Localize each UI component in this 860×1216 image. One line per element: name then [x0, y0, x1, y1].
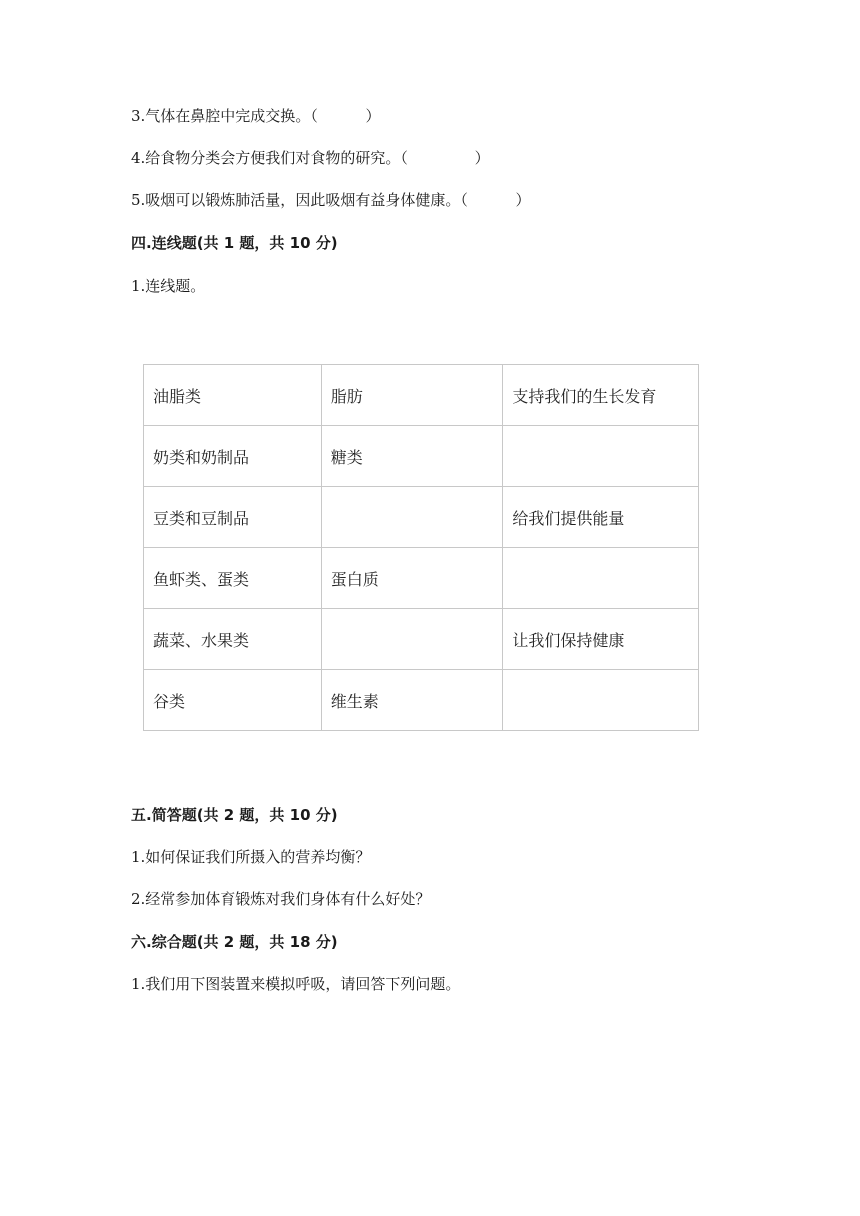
- table-cell: 脂肪: [321, 365, 503, 426]
- table-cell: 蛋白质: [321, 548, 503, 609]
- comprehensive-question-1: 1.我们用下图装置来模拟呼吸，请回答下列问题。: [131, 975, 461, 993]
- table-cell: [321, 487, 503, 548]
- table-row: [144, 426, 699, 487]
- table-cell: 糖类: [321, 426, 503, 487]
- matching-question: 1.连线题。: [131, 277, 206, 295]
- section-heading-short-answer: 五.简答题(共 2 题，共 10 分): [131, 806, 338, 824]
- table-cell: [321, 609, 503, 670]
- table-cell: 蔬菜、水果类: [144, 609, 322, 670]
- table-cell: [503, 670, 699, 731]
- table-cell: 谷类: [144, 670, 322, 731]
- tf-question-5: 5.吸烟可以锻炼肺活量，因此吸烟有益身体健康。（ ）: [131, 191, 531, 209]
- short-answer-question-2: 2.经常参加体育锻炼对我们身体有什么好处？: [131, 890, 431, 908]
- tf-question-4: 4.给食物分类会方便我们对食物的研究。（ ）: [131, 149, 490, 167]
- table-row: [144, 609, 699, 670]
- tf-question-3: 3.气体在鼻腔中完成交换。（ ）: [131, 107, 381, 125]
- table-cell: [503, 426, 699, 487]
- table-cell: 让我们保持健康: [503, 609, 699, 670]
- matching-table: [143, 364, 699, 731]
- table-cell: 维生素: [321, 670, 503, 731]
- table-cell: [503, 548, 699, 609]
- table-row: [144, 670, 699, 731]
- section-heading-matching: 四.连线题(共 1 题，共 10 分): [131, 234, 338, 252]
- table-cell: 奶类和奶制品: [144, 426, 322, 487]
- table-cell: 油脂类: [144, 365, 322, 426]
- table-cell: 豆类和豆制品: [144, 487, 322, 548]
- table-cell: 鱼虾类、蛋类: [144, 548, 322, 609]
- table-row: [144, 548, 699, 609]
- table-cell: 支持我们的生长发育: [503, 365, 699, 426]
- section-heading-comprehensive: 六.综合题(共 2 题，共 18 分): [131, 933, 338, 951]
- short-answer-question-1: 1.如何保证我们所摄入的营养均衡？: [131, 848, 371, 866]
- table-cell: 给我们提供能量: [503, 487, 699, 548]
- table-row: [144, 487, 699, 548]
- table-row: [144, 365, 699, 426]
